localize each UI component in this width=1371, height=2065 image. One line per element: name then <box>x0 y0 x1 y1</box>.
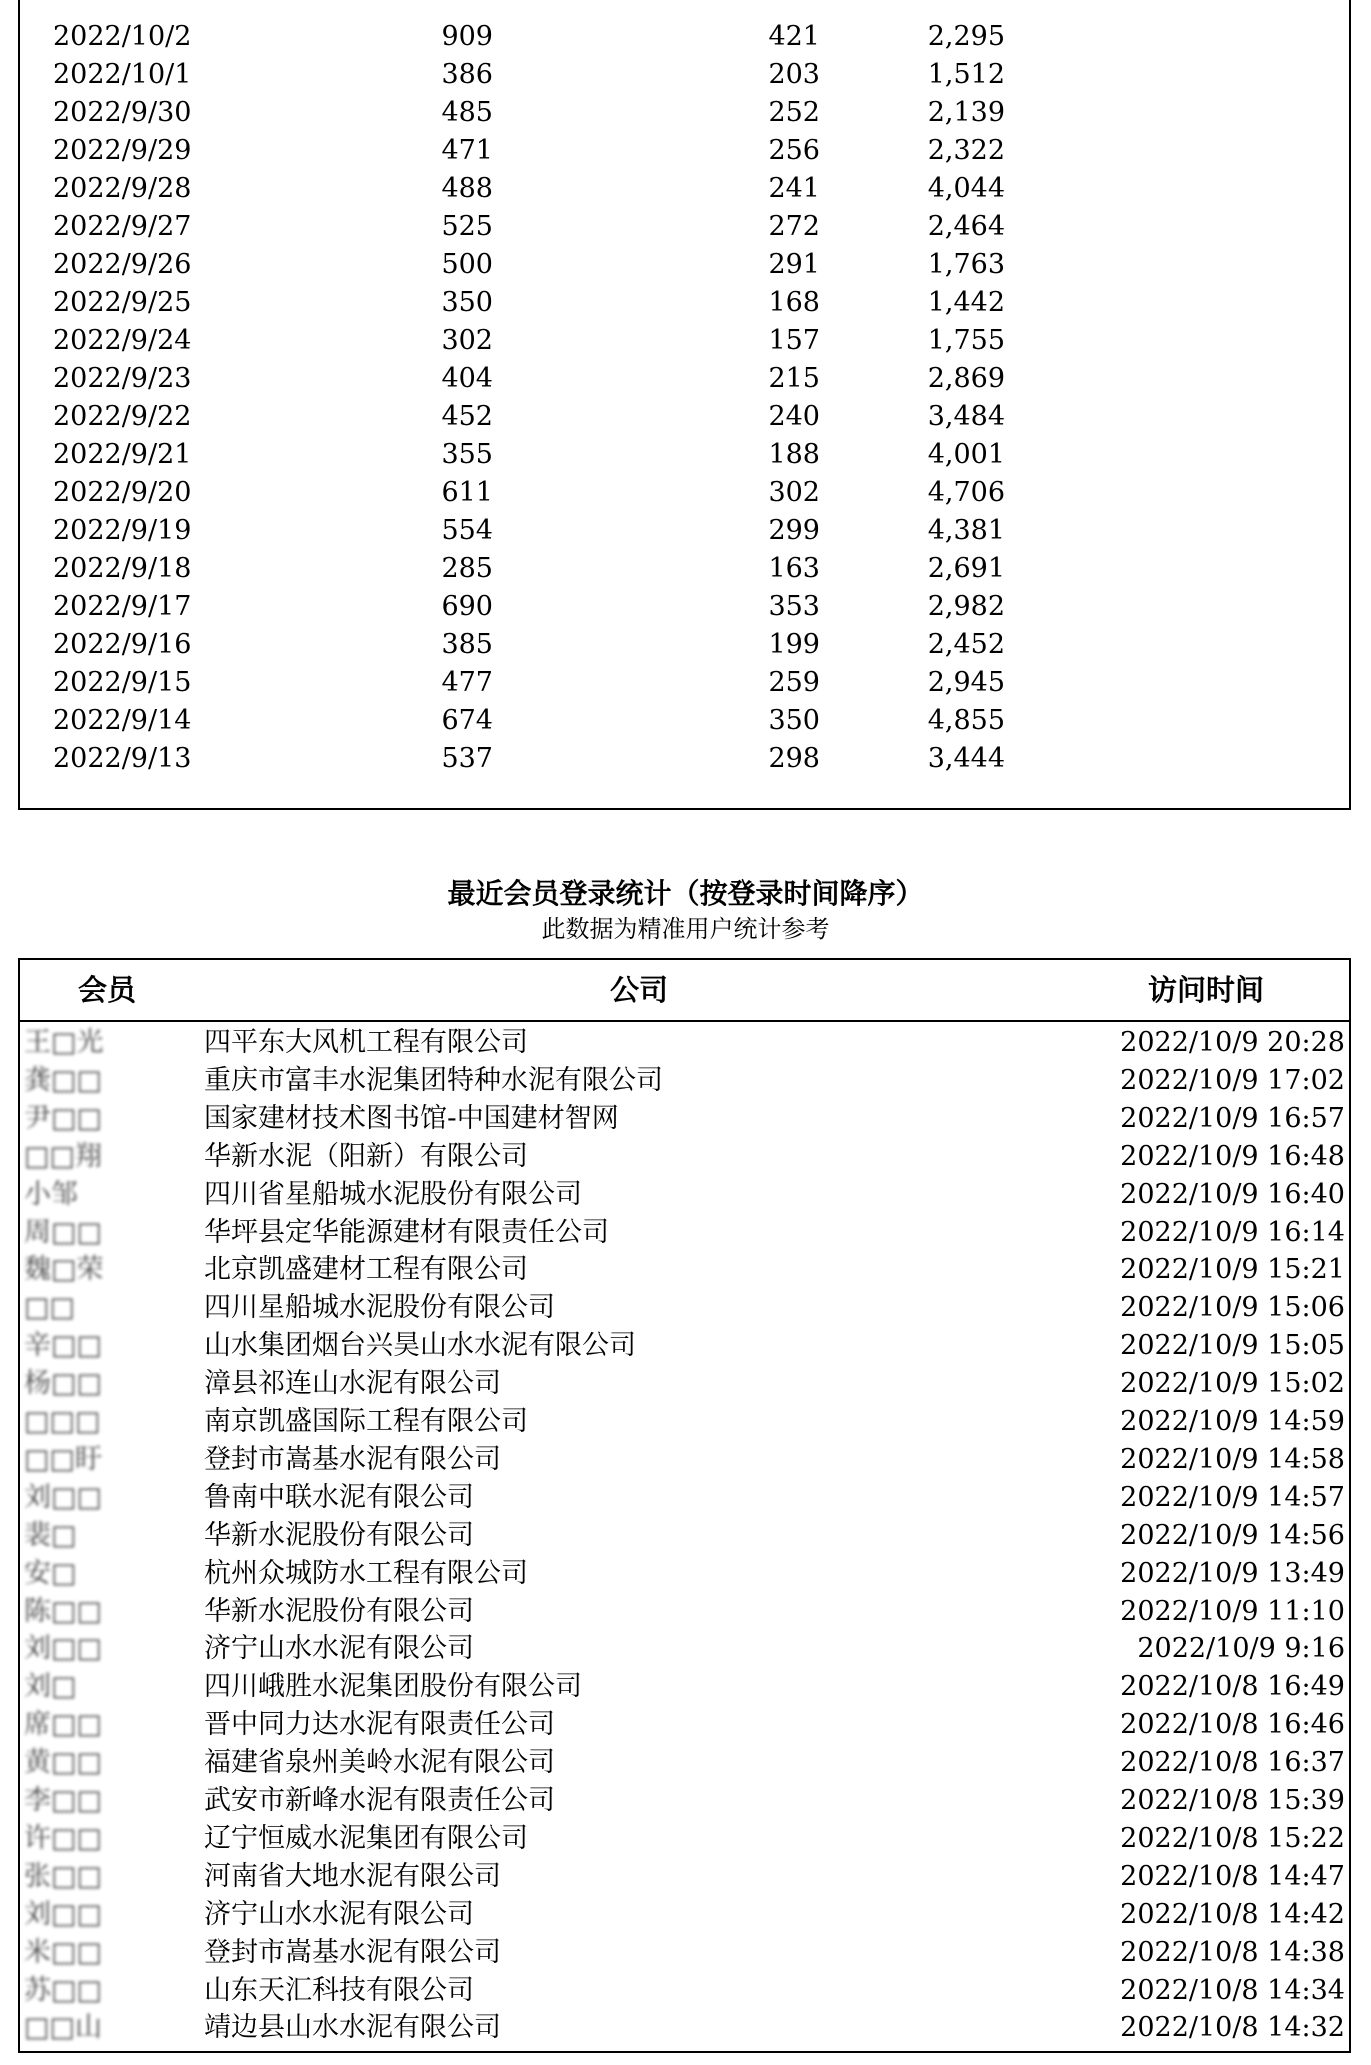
member-visit-time: 2022/10/8 15:22 <box>1120 1822 1345 1854</box>
stats-value-a: 350 <box>441 287 493 318</box>
stats-date: 2022/9/28 <box>53 173 192 204</box>
stats-value-a: 674 <box>441 705 493 736</box>
member-visit-time: 2022/10/8 16:49 <box>1120 1671 1345 1703</box>
member-name: □□□ <box>24 1406 101 1437</box>
stats-row <box>20 664 1349 702</box>
member-row <box>20 1858 1349 1896</box>
member-company: 武安市新峰水泥有限责任公司 <box>204 1785 555 1816</box>
member-company: 四川峨胜水泥集团股份有限公司 <box>204 1671 582 1703</box>
member-name: 龚□□ <box>24 1064 103 1096</box>
stats-date: 2022/9/19 <box>53 515 192 546</box>
stats-value-c: 4,706 <box>927 477 1005 508</box>
stats-value-b: 163 <box>768 553 820 584</box>
member-row <box>20 1214 1349 1252</box>
member-row <box>20 1820 1349 1858</box>
stats-value-b: 272 <box>768 211 820 242</box>
member-company: 杭州众城防水工程有限公司 <box>204 1557 528 1589</box>
stats-row <box>20 18 1349 56</box>
daily-stats-table <box>18 0 1351 810</box>
stats-date: 2022/10/2 <box>53 21 192 52</box>
member-company: 南京凯盛国际工程有限公司 <box>204 1406 528 1437</box>
member-company: 登封市嵩基水泥有限公司 <box>204 1936 501 1968</box>
stats-date: 2022/10/1 <box>53 59 192 90</box>
stats-value-a: 525 <box>441 211 493 242</box>
stats-date: 2022/9/15 <box>53 667 192 698</box>
stats-value-c: 1,763 <box>927 249 1005 280</box>
stats-date: 2022/9/21 <box>53 439 192 470</box>
member-company: 四川省星船城水泥股份有限公司 <box>204 1178 582 1210</box>
member-company: 华新水泥股份有限公司 <box>204 1519 474 1551</box>
member-visit-time: 2022/10/9 15:02 <box>1120 1368 1345 1400</box>
member-row <box>20 1100 1349 1138</box>
member-name: 周□□ <box>24 1216 103 1248</box>
member-row <box>20 1972 1349 2010</box>
member-company: 重庆市富丰水泥集团特种水泥有限公司 <box>204 1064 663 1096</box>
member-company: 辽宁恒威水泥集团有限公司 <box>204 1822 528 1854</box>
stats-row <box>20 474 1349 512</box>
member-company: 漳县祁连山水泥有限公司 <box>204 1368 501 1400</box>
stats-date: 2022/9/29 <box>53 135 192 166</box>
stats-value-c: 2,464 <box>927 211 1005 242</box>
member-row <box>20 1024 1349 1062</box>
stats-value-a: 611 <box>441 477 493 508</box>
stats-date: 2022/9/17 <box>53 591 192 622</box>
stats-value-c: 2,322 <box>927 135 1005 166</box>
stats-value-b: 256 <box>768 135 820 166</box>
section-subtitle: 此数据为精准用户统计参考 <box>541 915 830 943</box>
stats-row <box>20 398 1349 436</box>
member-company: 山东天汇科技有限公司 <box>204 1974 474 2006</box>
member-company: 济宁山水水泥有限公司 <box>204 1633 474 1665</box>
member-company: 山水集团烟台兴昊山水水泥有限公司 <box>204 1330 636 1362</box>
member-row <box>20 1555 1349 1593</box>
member-visit-time: 2022/10/8 14:47 <box>1120 1860 1345 1892</box>
stats-value-a: 500 <box>441 249 493 280</box>
member-company: 鲁南中联水泥有限公司 <box>204 1481 474 1513</box>
stats-row <box>20 56 1349 94</box>
stats-row <box>20 512 1349 550</box>
member-visit-time: 2022/10/9 9:16 <box>1137 1633 1345 1665</box>
stats-date: 2022/9/30 <box>53 97 192 128</box>
member-name: 刘□□ <box>24 1898 103 1930</box>
member-visit-time: 2022/10/9 14:59 <box>1120 1406 1345 1437</box>
stats-value-c: 1,442 <box>927 287 1005 318</box>
stats-value-c: 2,295 <box>927 21 1005 52</box>
member-visit-time: 2022/10/9 16:14 <box>1120 1216 1345 1248</box>
member-row <box>20 1403 1349 1441</box>
member-row <box>20 1365 1349 1403</box>
stats-row <box>20 626 1349 664</box>
member-row <box>20 1441 1349 1479</box>
member-name: 王□光 <box>24 1027 104 1058</box>
member-row <box>20 1517 1349 1555</box>
stats-value-b: 353 <box>768 591 820 622</box>
stats-date: 2022/9/27 <box>53 211 192 242</box>
member-name: 魏□荣 <box>24 1254 104 1286</box>
stats-date: 2022/9/14 <box>53 705 192 736</box>
stats-row <box>20 284 1349 322</box>
stats-value-a: 485 <box>441 97 493 128</box>
member-name: 裴□ <box>24 1519 77 1551</box>
member-company: 华新水泥（阳新）有限公司 <box>204 1140 528 1172</box>
member-name: 尹□□ <box>24 1102 103 1134</box>
stats-date: 2022/9/24 <box>53 325 192 356</box>
member-row <box>20 1896 1349 1934</box>
header-visit-time: 访问时间 <box>1148 973 1265 1007</box>
stats-value-c: 4,855 <box>927 705 1005 736</box>
stats-value-b: 241 <box>768 173 820 204</box>
stats-value-b: 302 <box>768 477 820 508</box>
member-company: 登封市嵩基水泥有限公司 <box>204 1443 501 1475</box>
stats-row <box>20 360 1349 398</box>
member-company: 晋中同力达水泥有限责任公司 <box>204 1709 555 1741</box>
stats-date: 2022/9/23 <box>53 363 192 394</box>
stats-value-c: 1,755 <box>927 325 1005 356</box>
member-company: 华新水泥股份有限公司 <box>204 1595 474 1627</box>
member-visit-time: 2022/10/8 15:39 <box>1120 1785 1345 1816</box>
stats-value-a: 285 <box>441 553 493 584</box>
header-company: 公司 <box>610 973 669 1007</box>
member-visit-time: 2022/10/9 14:58 <box>1120 1443 1345 1475</box>
stats-value-c: 4,001 <box>927 439 1005 470</box>
stats-value-b: 350 <box>768 705 820 736</box>
member-company: 北京凯盛建材工程有限公司 <box>204 1254 528 1286</box>
stats-row <box>20 550 1349 588</box>
member-visit-time: 2022/10/9 15:06 <box>1120 1292 1345 1324</box>
member-row <box>20 1138 1349 1176</box>
stats-date: 2022/9/22 <box>53 401 192 432</box>
member-name: 米□□ <box>24 1936 103 1968</box>
member-name: 杨□□ <box>24 1368 103 1400</box>
member-name: 刘□ <box>24 1671 77 1703</box>
stats-row <box>20 436 1349 474</box>
stats-value-c: 2,982 <box>927 591 1005 622</box>
stats-row <box>20 170 1349 208</box>
stats-value-c: 2,691 <box>927 553 1005 584</box>
stats-date: 2022/9/18 <box>53 553 192 584</box>
stats-value-a: 404 <box>441 363 493 394</box>
member-visit-time: 2022/10/9 11:10 <box>1120 1595 1345 1627</box>
member-table-header <box>20 960 1349 1022</box>
stats-value-b: 259 <box>768 667 820 698</box>
stats-value-c: 1,512 <box>927 59 1005 90</box>
member-visit-time: 2022/10/9 20:28 <box>1120 1027 1345 1058</box>
member-row <box>20 1251 1349 1289</box>
member-company: 福建省泉州美岭水泥有限公司 <box>204 1747 555 1779</box>
stats-value-c: 2,945 <box>927 667 1005 698</box>
member-row <box>20 1744 1349 1782</box>
member-company: 河南省大地水泥有限公司 <box>204 1860 501 1892</box>
member-company: 华坪县定华能源建材有限责任公司 <box>204 1216 609 1248</box>
member-row <box>20 1327 1349 1365</box>
stats-value-b: 168 <box>768 287 820 318</box>
member-visit-time: 2022/10/8 14:38 <box>1120 1936 1345 1968</box>
stats-date: 2022/9/16 <box>53 629 192 660</box>
stats-value-c: 3,484 <box>927 401 1005 432</box>
member-name: □□翔 <box>24 1140 103 1172</box>
stats-date: 2022/9/26 <box>53 249 192 280</box>
stats-date: 2022/9/13 <box>53 743 192 774</box>
member-visit-time: 2022/10/9 17:02 <box>1120 1064 1345 1096</box>
member-row <box>20 1782 1349 1820</box>
member-name: 辛□□ <box>24 1330 103 1362</box>
stats-value-c: 2,452 <box>927 629 1005 660</box>
member-row <box>20 1934 1349 1972</box>
section-title: 最近会员登录统计（按登录时间降序） <box>447 877 924 910</box>
stats-value-b: 199 <box>768 629 820 660</box>
stats-row <box>20 132 1349 170</box>
member-visit-time: 2022/10/9 16:48 <box>1120 1140 1345 1172</box>
stats-value-a: 477 <box>441 667 493 698</box>
stats-value-a: 488 <box>441 173 493 204</box>
member-name: 苏□□ <box>24 1974 103 2006</box>
member-visit-time: 2022/10/9 16:57 <box>1120 1102 1345 1134</box>
member-name: □□盱 <box>24 1443 103 1475</box>
member-visit-time: 2022/10/9 15:05 <box>1120 1330 1345 1362</box>
member-visit-time: 2022/10/9 15:21 <box>1120 1254 1345 1286</box>
member-row <box>20 1668 1349 1706</box>
member-visit-time: 2022/10/9 14:57 <box>1120 1481 1345 1513</box>
stats-value-b: 291 <box>768 249 820 280</box>
member-row <box>20 1630 1349 1668</box>
member-company: 四川星船城水泥股份有限公司 <box>204 1292 555 1324</box>
stats-value-a: 471 <box>441 135 493 166</box>
member-name: 许□□ <box>24 1822 103 1854</box>
member-name: □□山 <box>24 2012 103 2044</box>
header-member: 会员 <box>78 973 137 1007</box>
stats-value-b: 203 <box>768 59 820 90</box>
member-visit-time: 2022/10/8 16:37 <box>1120 1747 1345 1779</box>
member-name: 小邹 <box>24 1178 78 1210</box>
member-company: 四平东大风机工程有限公司 <box>204 1027 528 1058</box>
stats-value-c: 2,139 <box>927 97 1005 128</box>
member-row <box>20 1593 1349 1631</box>
member-visit-time: 2022/10/9 14:56 <box>1120 1519 1345 1551</box>
member-visit-time: 2022/10/8 16:46 <box>1120 1709 1345 1741</box>
stats-value-c: 2,869 <box>927 363 1005 394</box>
member-name: 黄□□ <box>24 1747 103 1779</box>
stats-value-b: 215 <box>768 363 820 394</box>
stats-row <box>20 588 1349 626</box>
stats-value-a: 537 <box>441 743 493 774</box>
stats-row <box>20 740 1349 778</box>
stats-row <box>20 702 1349 740</box>
member-row <box>20 2009 1349 2047</box>
stats-date: 2022/9/25 <box>53 287 192 318</box>
member-row <box>20 1176 1349 1214</box>
member-name: 刘□□ <box>24 1481 103 1513</box>
member-name: 陈□□ <box>24 1595 103 1627</box>
member-name: 安□ <box>24 1557 77 1589</box>
stats-value-b: 252 <box>768 97 820 128</box>
stats-value-b: 299 <box>768 515 820 546</box>
member-company: 国家建材技术图书馆-中国建材智网 <box>204 1102 619 1134</box>
stats-value-a: 909 <box>441 21 493 52</box>
stats-value-b: 188 <box>768 439 820 470</box>
stats-value-c: 4,044 <box>927 173 1005 204</box>
member-row <box>20 1479 1349 1517</box>
member-name: □□ <box>24 1292 76 1324</box>
member-visit-time: 2022/10/8 14:32 <box>1120 2012 1345 2044</box>
member-visit-time: 2022/10/9 16:40 <box>1120 1178 1345 1210</box>
stats-row <box>20 246 1349 284</box>
stats-value-a: 386 <box>441 59 493 90</box>
stats-value-b: 157 <box>768 325 820 356</box>
stats-value-a: 302 <box>441 325 493 356</box>
stats-value-b: 421 <box>768 21 820 52</box>
member-company: 靖边县山水水泥有限公司 <box>204 2012 501 2044</box>
member-name: 李□□ <box>24 1785 103 1816</box>
stats-value-a: 690 <box>441 591 493 622</box>
member-visit-time: 2022/10/9 13:49 <box>1120 1557 1345 1589</box>
member-login-table <box>18 958 1351 2053</box>
member-name: 张□□ <box>24 1860 103 1892</box>
stats-value-b: 298 <box>768 743 820 774</box>
member-visit-time: 2022/10/8 14:34 <box>1120 1974 1345 2006</box>
stats-value-a: 554 <box>441 515 493 546</box>
stats-value-a: 452 <box>441 401 493 432</box>
member-row <box>20 1062 1349 1100</box>
stats-row <box>20 94 1349 132</box>
member-name: 刘□□ <box>24 1633 103 1665</box>
stats-value-b: 240 <box>768 401 820 432</box>
member-row <box>20 1289 1349 1327</box>
stats-value-c: 3,444 <box>927 743 1005 774</box>
member-name: 席□□ <box>24 1709 103 1741</box>
stats-value-c: 4,381 <box>927 515 1005 546</box>
stats-value-a: 355 <box>441 439 493 470</box>
member-company: 济宁山水水泥有限公司 <box>204 1898 474 1930</box>
stats-row <box>20 322 1349 360</box>
member-visit-time: 2022/10/8 14:42 <box>1120 1898 1345 1930</box>
stats-row <box>20 208 1349 246</box>
stats-date: 2022/9/20 <box>53 477 192 508</box>
stats-value-a: 385 <box>441 629 493 660</box>
member-row <box>20 1706 1349 1744</box>
